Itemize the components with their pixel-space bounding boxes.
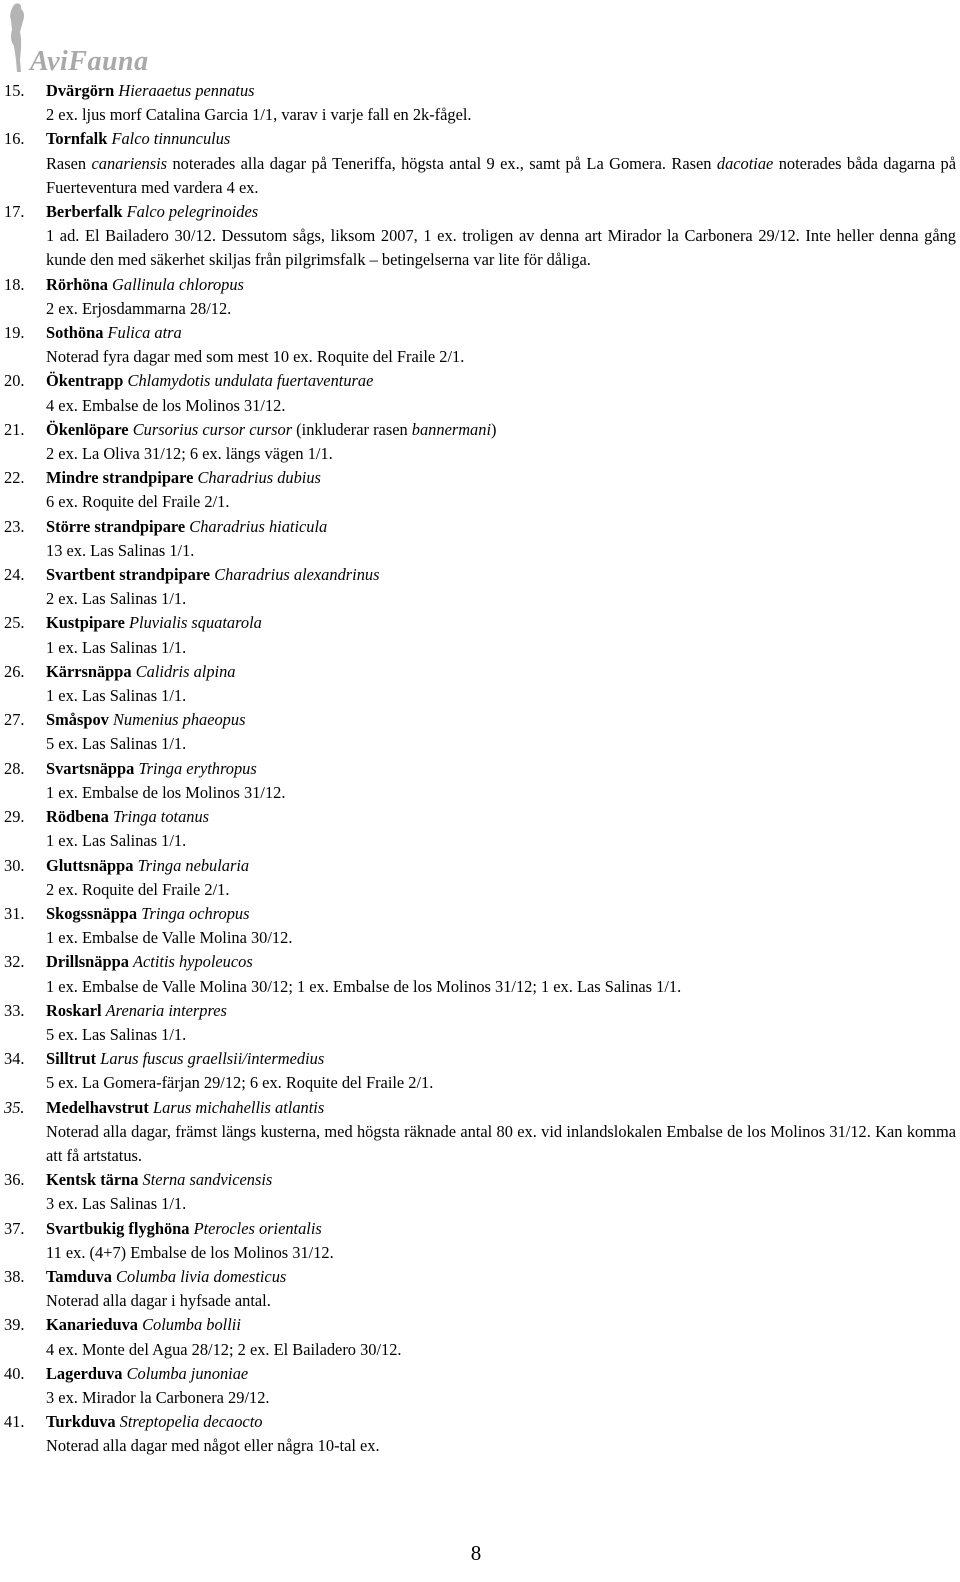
species-name: Tamduva <box>46 1266 112 1286</box>
species-entry <box>4 1265 956 1313</box>
species-name: Större strandpipare <box>46 516 186 536</box>
observation-note: Noterad alla dagar med något eller några 10-tal ex. <box>46 1436 380 1456</box>
species-entry <box>4 999 956 1047</box>
species-entry <box>4 79 956 127</box>
entry-number: 38. <box>4 1266 25 1286</box>
species-name: Kanarieduva <box>46 1315 138 1335</box>
species-title <box>4 1362 956 1386</box>
species-entry <box>4 321 956 369</box>
latin-name: Hieraaetus pennatus <box>118 81 255 100</box>
latin-name: Tringa nebularia <box>137 855 250 875</box>
species-entry <box>4 1410 956 1458</box>
latin-name: Streptopelia decaocto <box>119 1412 263 1432</box>
entry-number: 24. <box>4 565 25 585</box>
species-entry <box>4 273 956 321</box>
observation-note: 11 ex. (4+7) Embalse de los Molinos 31/12. <box>46 1242 334 1262</box>
species-title <box>4 1265 956 1289</box>
observation-note: 3 ex. Mirador la Carbonera 29/12. <box>46 1387 270 1407</box>
bird-figure-icon <box>6 2 28 74</box>
species-name: Tornfalk <box>46 129 108 149</box>
latin-name: Tringa totanus <box>112 807 210 827</box>
entry-number: 23. <box>4 516 25 536</box>
species-entry <box>4 1362 956 1410</box>
species-name: Kustpipare <box>46 613 125 633</box>
species-entry <box>4 418 956 466</box>
entry-number: 33. <box>4 1000 25 1020</box>
logo-text: AviFauna <box>30 46 149 77</box>
latin-name: Gallinula chloropus <box>112 274 244 294</box>
observation-note: 5 ex. Las Salinas 1/1. <box>46 1024 187 1044</box>
entry-number: 30. <box>4 855 25 875</box>
observation-note: 3 ex. Las Salinas 1/1. <box>46 1194 187 1214</box>
entry-number: 18. <box>4 274 25 294</box>
species-title <box>4 1313 956 1337</box>
entry-number: 26. <box>4 661 25 681</box>
entry-number: 29. <box>4 807 25 827</box>
species-entry <box>4 1168 956 1216</box>
entry-number: 32. <box>4 952 25 972</box>
species-entry <box>4 466 956 514</box>
entry-number: 34. <box>4 1049 25 1069</box>
latin-name: Tringa erythropus <box>138 758 257 778</box>
species-title <box>4 950 956 974</box>
entry-number: 16. <box>4 129 25 149</box>
species-title <box>4 1168 956 1192</box>
species-name: Kärrsnäppa <box>46 661 132 681</box>
latin-name: Charadrius dubius <box>197 468 321 488</box>
species-name: Dvärgörn <box>46 81 115 100</box>
species-title <box>4 127 956 151</box>
species-entry <box>4 200 956 273</box>
species-name: Kentsk tärna <box>46 1170 139 1190</box>
species-name: Sothöna <box>46 323 104 343</box>
avifauna-logo <box>4 2 204 78</box>
latin-name: Cursorius cursor cursor <box>132 419 293 439</box>
species-entry <box>4 611 956 659</box>
species-name: Svartbent strandpipare <box>46 565 211 585</box>
species-entry <box>4 1047 956 1095</box>
observation-note <box>4 152 956 200</box>
entry-number: 21. <box>4 419 25 439</box>
species-entry <box>4 660 956 708</box>
species-title <box>4 1047 956 1071</box>
observation-note: 13 ex. Las Salinas 1/1. <box>46 540 195 560</box>
species-title <box>4 273 956 297</box>
note-text: Rasen <box>46 153 92 173</box>
species-title <box>4 660 956 684</box>
latin-name: Charadrius alexandrinus <box>214 565 380 585</box>
species-entry <box>4 1313 956 1361</box>
observation-note: Noterad alla dagar, främst längs kusterna, med högsta räknade antal 80 ex. vid inlandslokalen Embalse de los Molinos 31/12. Kan komma att få artstatus. <box>46 1121 956 1165</box>
latin-name: Columba livia domesticus <box>116 1266 287 1286</box>
entry-number: 25. <box>4 613 25 633</box>
entry-number: 40. <box>4 1363 25 1383</box>
species-name: Småspov <box>46 710 109 730</box>
entry-number: 17. <box>4 202 25 222</box>
species-title <box>4 321 956 345</box>
species-entry <box>4 563 956 611</box>
observation-note: 1 ex. Las Salinas 1/1. <box>46 686 187 706</box>
entry-number: 27. <box>4 710 25 730</box>
latin-name: Tringa ochropus <box>141 903 250 923</box>
observation-note: 1 ex. Embalse de Valle Molina 30/12. <box>46 928 293 948</box>
species-name: Silltrut <box>46 1049 97 1069</box>
latin-name: Fulica atra <box>107 323 182 343</box>
species-title <box>4 1217 956 1241</box>
latin-name: Calidris alpina <box>135 661 236 681</box>
observation-note: Noterad fyra dagar med som mest 10 ex. Roquite del Fraile 2/1. <box>46 347 465 367</box>
species-title <box>4 611 956 635</box>
species-title <box>4 515 956 539</box>
species-title <box>4 902 956 926</box>
species-entry <box>4 127 956 200</box>
entry-number: 19. <box>4 323 25 343</box>
note-text: noterades båda dagarna på Fuerteventura med vardera 4 ex. <box>46 153 957 197</box>
subspecies-name: dacotiae <box>716 153 774 173</box>
observation-note: 4 ex. Embalse de los Molinos 31/12. <box>46 395 286 415</box>
species-title <box>4 757 956 781</box>
species-name: Svartbukig flyghöna <box>46 1218 190 1238</box>
species-title <box>4 369 956 393</box>
species-name: Berberfalk <box>46 202 123 222</box>
species-entry <box>4 369 956 417</box>
subspecies-name: canariensis <box>91 153 168 173</box>
observation-note: 2 ex. La Oliva 31/12; 6 ex. längs vägen 1/1. <box>46 444 333 464</box>
entry-number: 22. <box>4 468 25 488</box>
title-extra-close: ) <box>491 419 497 439</box>
entry-number: 31. <box>4 903 25 923</box>
observation-note: 5 ex. La Gomera-färjan 29/12; 6 ex. Roquite del Fraile 2/1. <box>46 1073 434 1093</box>
latin-name: Arenaria interpres <box>105 1000 227 1020</box>
entry-number: 36. <box>4 1170 25 1190</box>
latin-name: Sterna sandvicensis <box>142 1170 273 1190</box>
species-title <box>4 854 956 878</box>
species-name: Turkduva <box>46 1412 116 1432</box>
species-name: Drillsnäppa <box>46 952 129 972</box>
species-entry <box>4 515 956 563</box>
species-name: Medelhavstrut <box>46 1097 149 1117</box>
latin-name: Larus michahellis atlantis <box>153 1097 325 1117</box>
species-title <box>4 563 956 587</box>
species-name: Roskarl <box>46 1000 102 1020</box>
observation-note: 1 ex. Las Salinas 1/1. <box>46 831 187 851</box>
species-entry <box>4 708 956 756</box>
species-title <box>4 79 956 103</box>
entry-number: 39. <box>4 1315 25 1335</box>
species-entry <box>4 854 956 902</box>
title-extra-latin: bannermani <box>411 419 491 439</box>
entry-number: 41. <box>4 1412 25 1432</box>
entry-number: 15. <box>4 81 25 100</box>
note-text: noterades alla dagar på Teneriffa, högsta antal 9 ex., samt på La Gomera. Rasen <box>167 153 717 173</box>
latin-name: Chlamydotis undulata fuertaventurae <box>127 371 374 391</box>
entry-number: 20. <box>4 371 25 391</box>
species-entry <box>4 757 956 805</box>
species-name: Rödbena <box>46 807 109 827</box>
entry-number: 28. <box>4 758 25 778</box>
latin-name: Falco pelegrinoides <box>126 202 259 222</box>
species-list <box>4 79 956 1459</box>
page-number: 8 <box>470 1541 482 1565</box>
species-entry <box>4 1096 956 1169</box>
latin-name: Larus fuscus graellsii/intermedius <box>100 1049 325 1069</box>
species-name: Lagerduva <box>46 1363 123 1383</box>
entry-number: 37. <box>4 1218 25 1238</box>
species-title <box>4 418 956 442</box>
observation-note: 6 ex. Roquite del Fraile 2/1. <box>46 492 230 512</box>
entry-number: 35. <box>4 1097 25 1117</box>
observation-note: 5 ex. Las Salinas 1/1. <box>46 734 187 754</box>
observation-note: 4 ex. Monte del Agua 28/12; 2 ex. El Bailadero 30/12. <box>46 1339 402 1359</box>
species-name: Rörhöna <box>46 274 108 294</box>
observation-note: Noterad alla dagar i hyfsade antal. <box>46 1291 271 1311</box>
species-title <box>4 708 956 732</box>
species-title <box>4 1410 956 1434</box>
species-title <box>4 200 956 224</box>
observation-note: 2 ex. ljus morf Catalina Garcia 1/1, varav i varje fall en 2k-fågel. <box>46 105 472 125</box>
species-title <box>4 805 956 829</box>
title-extra-text: (inkluderar rasen <box>292 419 412 439</box>
species-title <box>4 999 956 1023</box>
latin-name: Columba bollii <box>142 1315 241 1335</box>
species-title <box>4 1096 956 1120</box>
species-name: Ökentrapp <box>46 371 124 391</box>
species-name: Mindre strandpipare <box>46 468 194 488</box>
latin-name: Numenius phaeopus <box>112 710 246 730</box>
species-name: Ökenlöpare <box>46 419 129 439</box>
species-entry <box>4 950 956 998</box>
latin-name: Actitis hypoleucos <box>133 952 253 972</box>
latin-name: Columba junoniae <box>126 1363 249 1383</box>
observation-note: 2 ex. Las Salinas 1/1. <box>46 589 187 609</box>
observation-note: 1 ex. Las Salinas 1/1. <box>46 637 187 657</box>
species-entry <box>4 902 956 950</box>
latin-name: Charadrius hiaticula <box>189 516 328 536</box>
species-title <box>4 466 956 490</box>
observation-note: 1 ex. Embalse de Valle Molina 30/12; 1 ex. Embalse de los Molinos 31/12; 1 ex. Las Salinas 1/1. <box>46 976 682 996</box>
species-name: Gluttsnäppa <box>46 855 134 875</box>
observation-note: 2 ex. Roquite del Fraile 2/1. <box>46 879 230 899</box>
observation-note: 2 ex. Erjosdammarna 28/12. <box>46 298 232 318</box>
species-entry <box>4 1217 956 1265</box>
latin-name: Falco tinnunculus <box>111 129 231 149</box>
latin-name: Pluvialis squatarola <box>129 613 262 633</box>
species-name: Skogssnäppa <box>46 903 138 923</box>
species-name: Svartsnäppa <box>46 758 135 778</box>
observation-note: 1 ad. El Bailadero 30/12. Dessutom sågs, liksom 2007, 1 ex. troligen av denna art Mirador la Carbonera 29/12. Inte heller denna gång kunde den med säkerhet skiljas från pilgrimsfalk – betingelserna var lite för dåliga. <box>46 226 956 270</box>
species-entry <box>4 805 956 853</box>
observation-note: 1 ex. Embalse de los Molinos 31/12. <box>46 782 286 802</box>
latin-name: Pterocles orientalis <box>193 1218 322 1238</box>
